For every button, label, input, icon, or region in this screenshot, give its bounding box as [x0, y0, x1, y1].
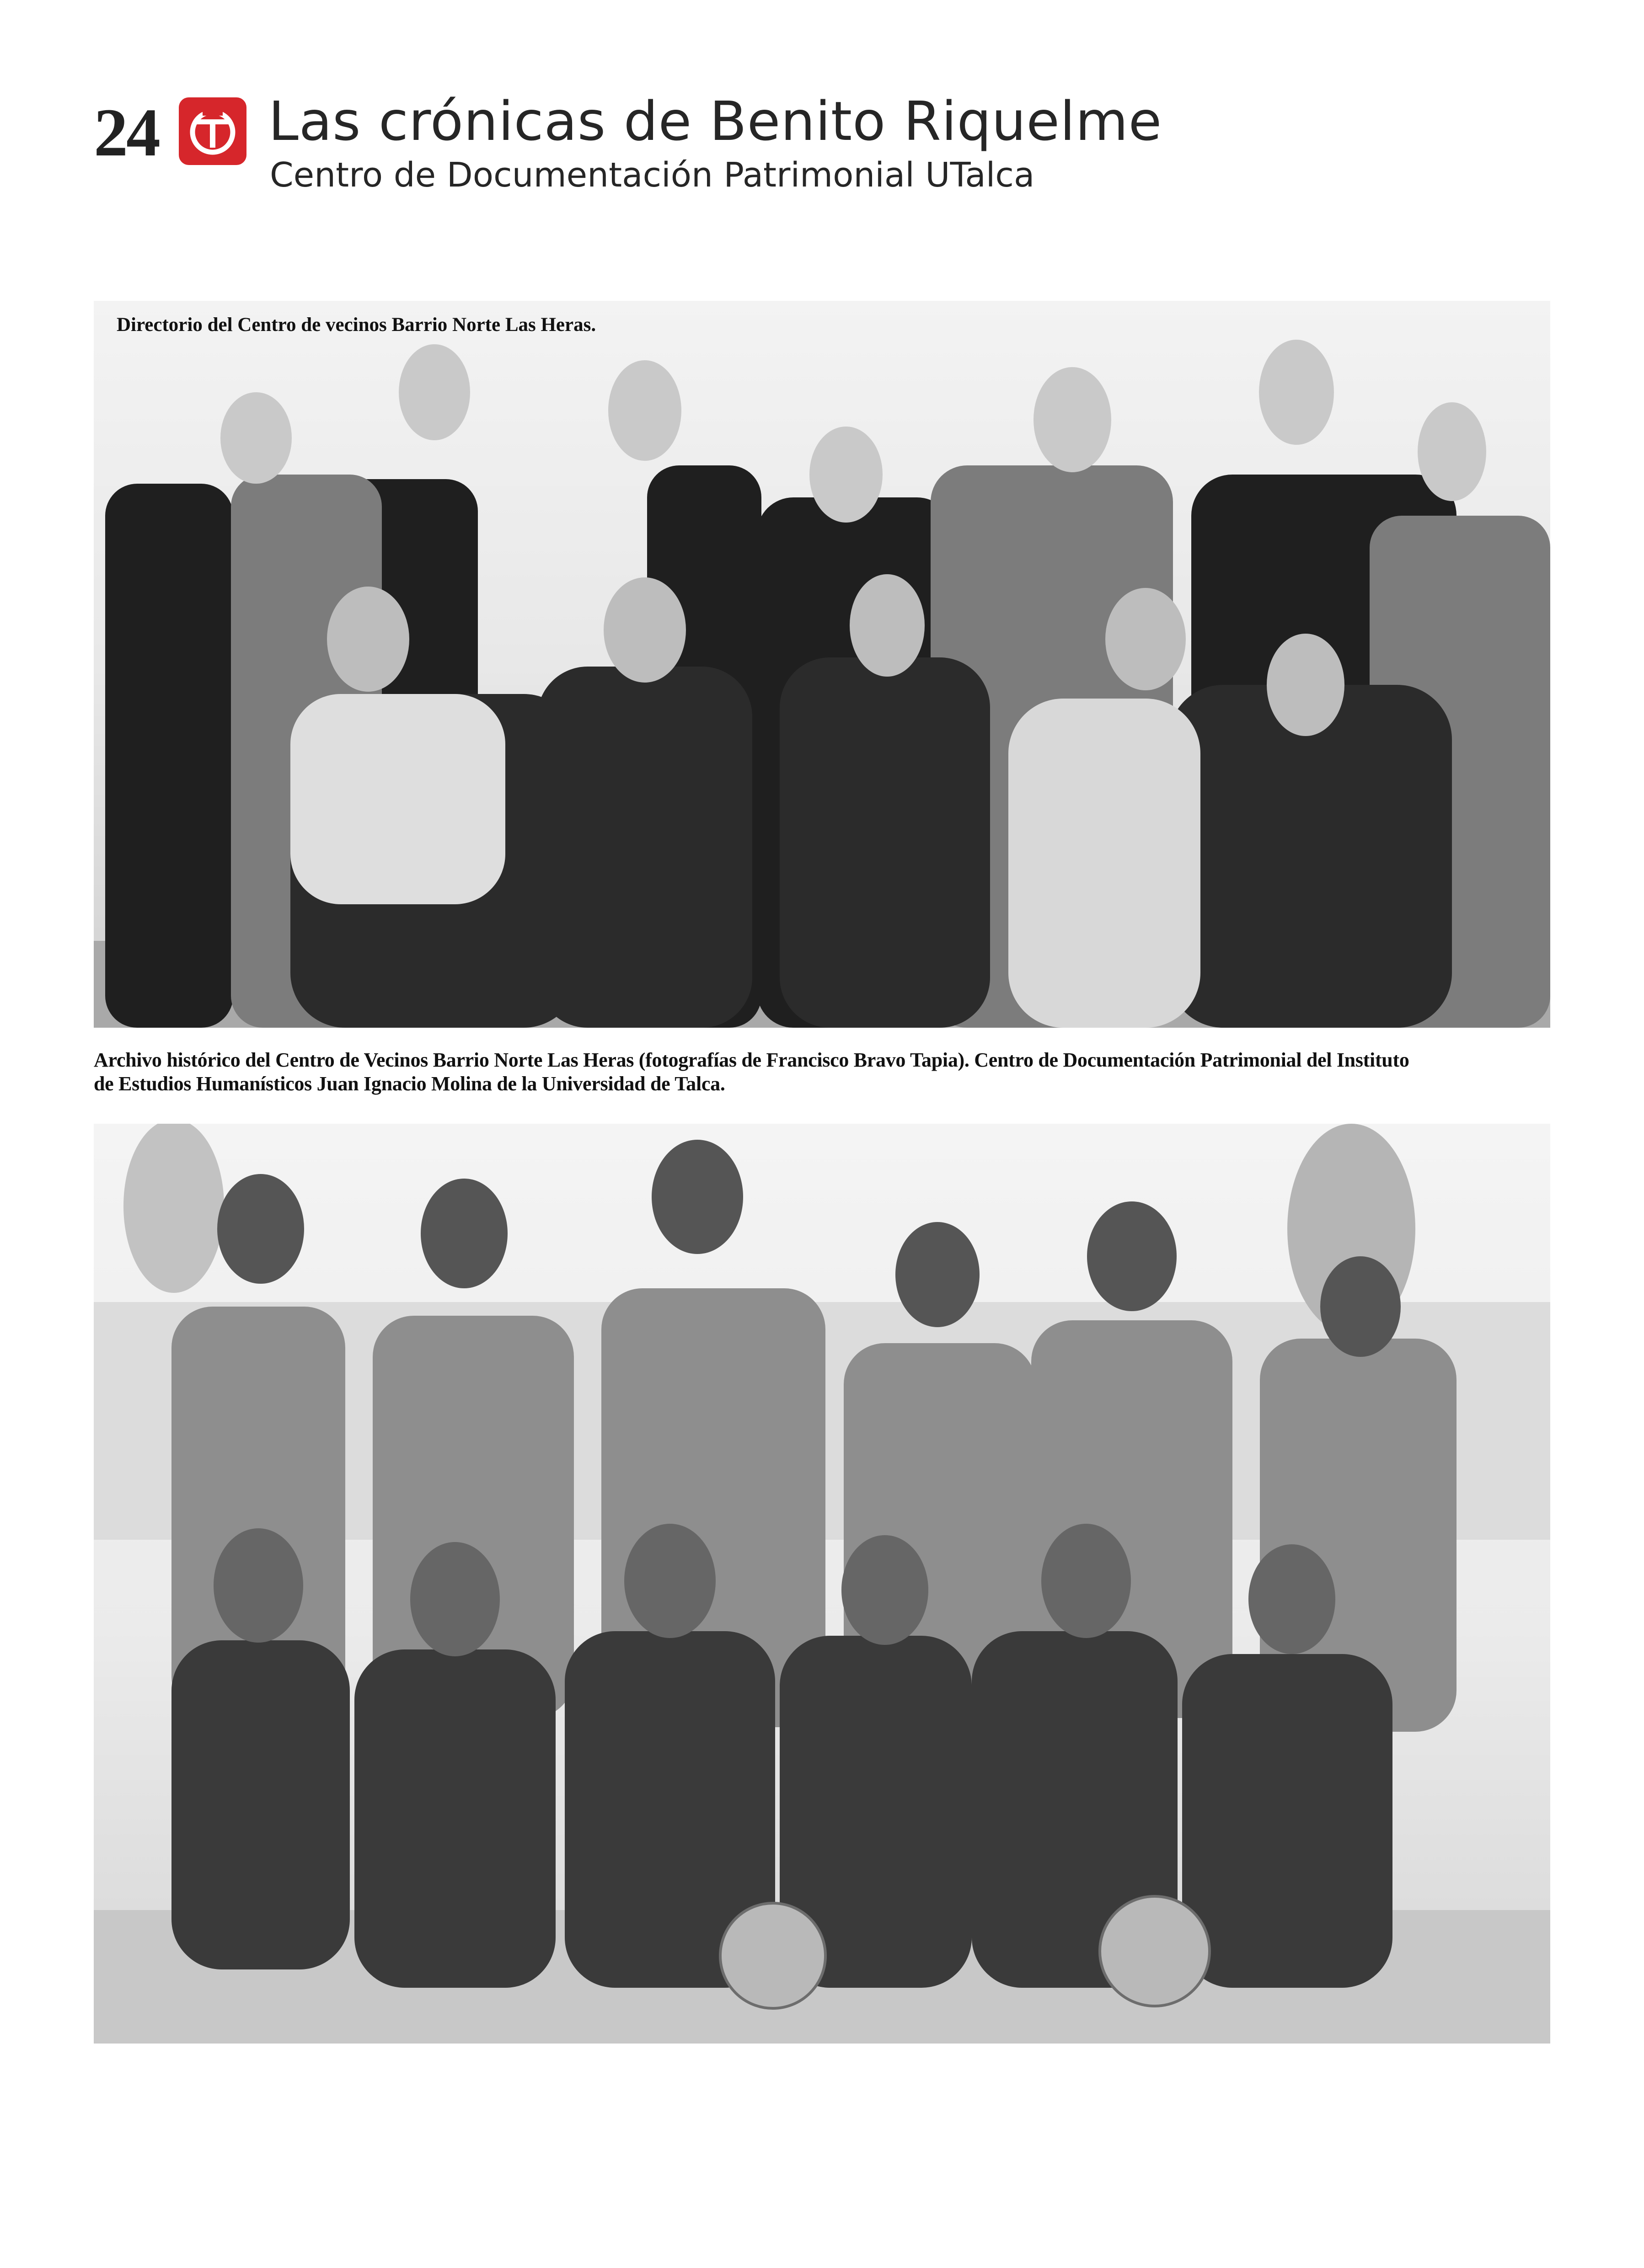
page-header — [94, 89, 1557, 208]
utalca-logo-icon — [179, 97, 246, 165]
archive-caption-line-2: de Estudios Humanísticos Juan Ignacio Molina de la Universidad de Talca. — [94, 1073, 725, 1095]
archive-caption-line-1: Archivo histórico del Centro de Vecinos Barrio Norte Las Heras (fotografías de Francisco Bravo Tapia). Centro de Documentación Patrimonial del Instituto — [94, 1049, 1409, 1071]
archive-caption — [94, 1048, 1557, 1096]
football-team-photo — [94, 1124, 1550, 2044]
photo-caption-board: Directorio del Centro de vecinos Barrio Norte Las Heras. — [117, 314, 596, 336]
page-number: 24 — [94, 95, 159, 171]
board-group-photo — [94, 301, 1550, 1028]
publication-subtitle: Centro de Documentación Patrimonial UTalca — [270, 155, 1035, 195]
publication-title: Las crónicas de Benito Riquelme — [268, 90, 1162, 153]
